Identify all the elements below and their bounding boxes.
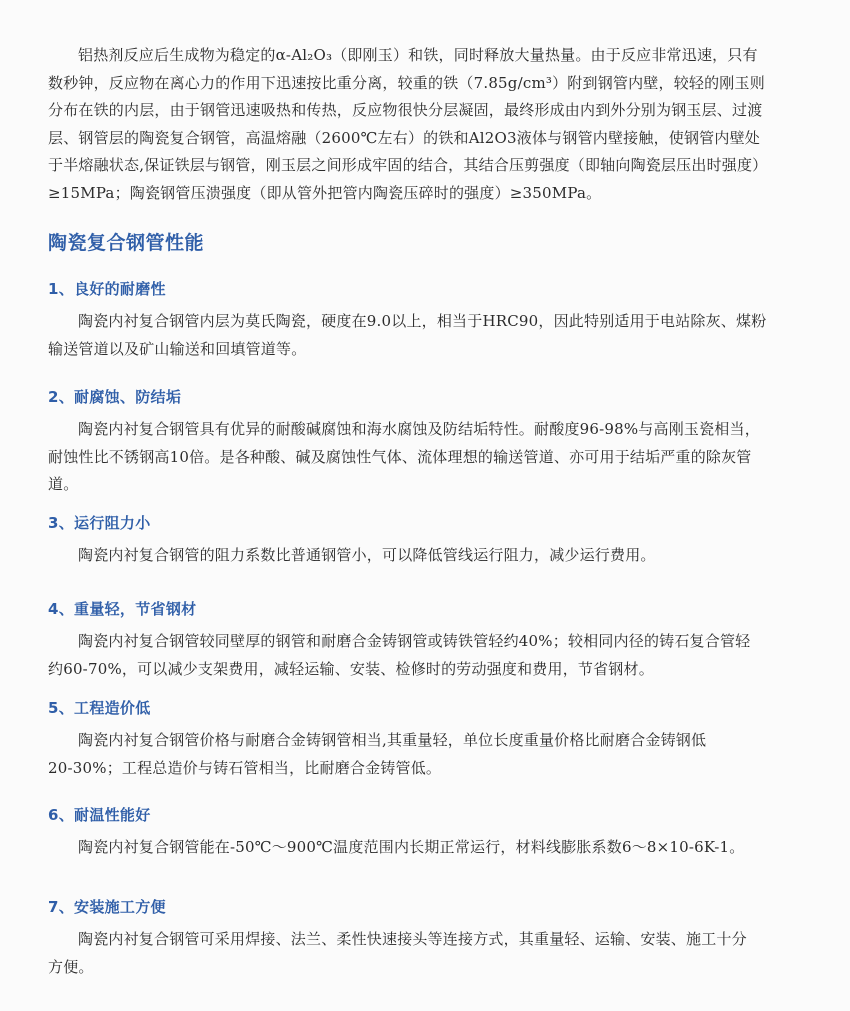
property-item-light-weight [48, 598, 783, 683]
body-line: 20-30%；工程总造价与铸石管相当，比耐磨合金铸管低。 [48, 758, 442, 777]
body-line: 陶瓷内衬复合钢管可采用焊接、法兰、柔性快速接头等连接方式，其重量轻、运输、安装、施工十分 [78, 930, 747, 948]
body-line: 陶瓷内衬复合钢管价格与耐磨合金铸钢管相当,其重量轻，单位长度重量价格比耐磨合金铸钢低 [78, 731, 707, 749]
intro-paragraph [48, 42, 783, 207]
body-line: 陶瓷内衬复合钢管能在-50℃～900℃温度范围内长期正常运行，材料线膨胀系数6～8×10-6K-1。 [78, 838, 745, 856]
property-item-wear-resistance [48, 278, 783, 363]
property-item-easy-installation [48, 896, 783, 981]
property-item-low-resistance [48, 512, 783, 570]
property-body [48, 926, 783, 981]
body-line: 陶瓷内衬复合钢管具有优异的耐酸碱腐蚀和海水腐蚀及防结垢特性。耐酸度96-98%与高刚玉瓷相当， [78, 420, 760, 438]
intro-line: ≥15MPa；陶瓷钢管压溃强度（即从管外把管内陶瓷压碎时的强度）≥350MPa。 [48, 183, 602, 202]
property-body [48, 542, 783, 570]
intro-line: 分布在铁的内层，由于钢管迅速吸热和传热，反应物很快分层凝固，最终形成由内到外分别为钢玉层、过渡 [48, 101, 763, 119]
property-body [48, 834, 783, 862]
body-line: 陶瓷内衬复合钢管较同壁厚的钢管和耐磨合金铸钢管或铸铁管轻约40%；较相同内径的铸石复合管轻 [78, 632, 751, 650]
property-body [48, 628, 783, 683]
property-body [48, 727, 783, 782]
intro-line: 铝热剂反应后生成物为稳定的α-Al₂O₃（即刚玉）和铁，同时释放大量热量。由于反应非常迅速，只有 [78, 46, 758, 64]
intro-line: 数秒钟，反应物在离心力的作用下迅速按比重分离，较重的铁（7.85g/cm³）附到钢管内壁，较轻的刚玉则 [48, 73, 765, 92]
property-item-temperature-resistance [48, 804, 783, 862]
body-line: 耐蚀性比不锈钢高10倍。是各种酸、碱及腐蚀性气体、流体理想的输送管道、亦可用于结垢严重的除灰管 [48, 447, 752, 466]
body-line: 方便。 [48, 957, 94, 976]
property-body [48, 416, 783, 499]
property-title: 7、安装施工方便 [48, 898, 166, 916]
body-line: 道。 [48, 475, 79, 493]
intro-line: 层、钢管层的陶瓷复合钢管，高温熔融（2600℃左右）的铁和Al2O3液体与钢管内壁接触，使钢管内壁处 [48, 128, 760, 147]
property-item-low-cost [48, 697, 783, 782]
property-title: 4、重量轻，节省钢材 [48, 600, 197, 618]
property-title: 6、耐温性能好 [48, 806, 151, 824]
property-item-corrosion-resistance [48, 386, 783, 499]
section-title: 陶瓷复合钢管性能 [48, 232, 205, 254]
property-title: 2、耐腐蚀、防结垢 [48, 388, 182, 406]
body-line: 陶瓷内衬复合钢管内层为莫氏陶瓷，硬度在9.0以上，相当于HRC90，因此特别适用于电站除灰、煤粉 [78, 312, 767, 330]
body-line: 约60-70%，可以减少支架费用，减轻运输、安装、检修时的劳动强度和费用，节省钢材。 [48, 659, 654, 678]
property-title: 5、工程造价低 [48, 699, 151, 717]
property-title: 3、运行阻力小 [48, 514, 151, 532]
body-line: 输送管道以及矿山输送和回填管道等。 [48, 339, 307, 358]
property-body [48, 308, 783, 363]
body-line: 陶瓷内衬复合钢管的阻力系数比普通钢管小，可以降低管线运行阻力，减少运行费用。 [78, 546, 656, 564]
property-title: 1、良好的耐磨性 [48, 280, 166, 298]
intro-line: 于半熔融状态,保证铁层与钢管，刚玉层之间形成牢固的结合，其结合压剪强度（即轴向陶瓷层压出时强度） [48, 156, 768, 174]
